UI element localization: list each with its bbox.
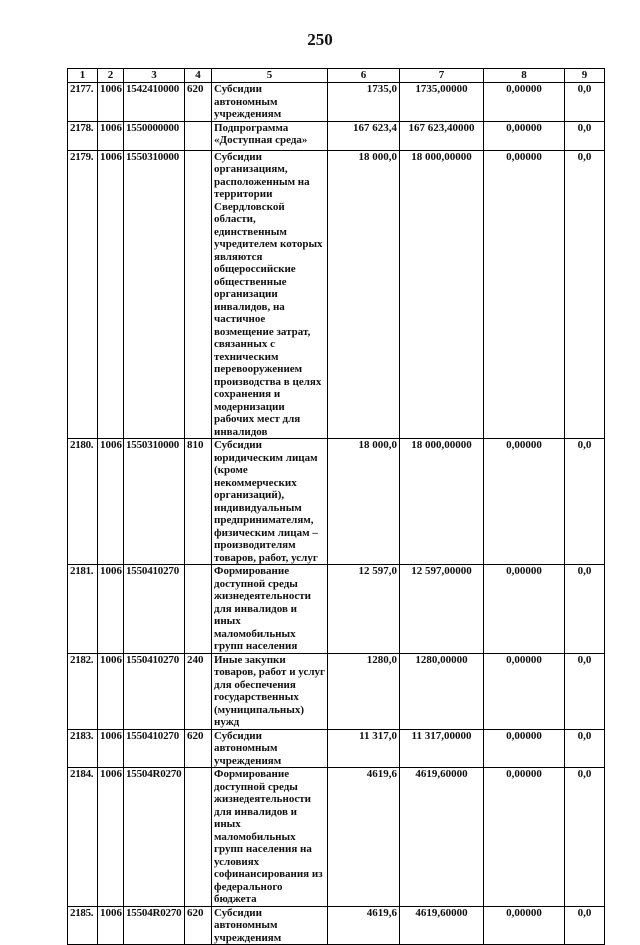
planned-amount: 11 317,0 [328,729,400,768]
column-8-value: 0,00000 [484,906,565,945]
section-code: 1006 [98,83,124,122]
table-row [68,768,605,907]
item-name: Субсидии автономным учреждениям [212,729,328,768]
page-number: 250 [307,30,333,49]
column-8-value: 0,00000 [484,121,565,150]
header-col-1: 1 [68,69,98,83]
expense-type-code: 620 [185,906,212,945]
planned-amount: 18 000,0 [328,439,400,565]
section-code: 1006 [98,653,124,729]
column-8-value: 0,00000 [484,439,565,565]
planned-amount: 4619,6 [328,906,400,945]
table-row [68,729,605,768]
column-9-value: 0,0 [565,768,605,907]
row-number: 2180. [68,439,98,565]
target-article-code: 1550000000 [124,121,185,150]
item-name: Субсидии юридическим лицам (кроме некоммерческих организаций), индивидуальным предпринимателям, физическим лицам – производителям товаров, работ, услуг [212,439,328,565]
expense-type-code [185,565,212,654]
header-col-7: 7 [400,69,484,83]
planned-amount: 18 000,0 [328,150,400,439]
executed-amount: 18 000,00000 [400,150,484,439]
table-row [68,565,605,654]
expense-type-code: 810 [185,439,212,565]
expense-type-code [185,768,212,907]
row-number: 2184. [68,768,98,907]
table-row [68,906,605,945]
budget-table [67,68,605,945]
column-9-value: 0,0 [565,906,605,945]
column-8-value: 0,00000 [484,565,565,654]
expense-type-code: 620 [185,83,212,122]
column-8-value: 0,00000 [484,150,565,439]
target-article-code: 1550410270 [124,653,185,729]
section-code: 1006 [98,565,124,654]
target-article-code: 1542410000 [124,83,185,122]
planned-amount: 167 623,4 [328,121,400,150]
executed-amount: 167 623,40000 [400,121,484,150]
header-col-9: 9 [565,69,605,83]
executed-amount: 11 317,00000 [400,729,484,768]
row-number: 2181. [68,565,98,654]
row-number: 2178. [68,121,98,150]
row-number: 2179. [68,150,98,439]
executed-amount: 4619,60000 [400,768,484,907]
column-9-value: 0,0 [565,729,605,768]
column-9-value: 0,0 [565,83,605,122]
header-col-8: 8 [484,69,565,83]
row-number: 2177. [68,83,98,122]
table-row [68,150,605,439]
item-name: Субсидии организациям, расположенным на территории Свердловской области, единственным учредителем которых являются общероссийские общественные организации инвалидов, на частичное возмещение затрат, связанных с техническим перевооружением производства в целях сохранения и модернизации рабочих мест для инвалидов [212,150,328,439]
planned-amount: 12 597,0 [328,565,400,654]
item-name: Формирование доступной среды жизнедеятельности для инвалидов и иных маломобильных групп населения [212,565,328,654]
executed-amount: 4619,60000 [400,906,484,945]
section-code: 1006 [98,768,124,907]
target-article-code: 1550410270 [124,729,185,768]
column-9-value: 0,0 [565,653,605,729]
header-col-3: 3 [124,69,185,83]
item-name: Субсидии автономным учреждениям [212,83,328,122]
expense-type-code: 620 [185,729,212,768]
item-name: Формирование доступной среды жизнедеятельности для инвалидов и иных маломобильных групп населения на условиях софинансирования из федерального бюджета [212,768,328,907]
target-article-code: 1550310000 [124,439,185,565]
row-number: 2185. [68,906,98,945]
header-col-4: 4 [185,69,212,83]
section-code: 1006 [98,906,124,945]
item-name: Подпрограмма «Доступная среда» [212,121,328,150]
column-8-value: 0,00000 [484,729,565,768]
row-number: 2183. [68,729,98,768]
column-9-value: 0,0 [565,150,605,439]
table-row [68,653,605,729]
item-name: Иные закупки товаров, работ и услуг для обеспечения государственных (муниципальных) нужд [212,653,328,729]
section-code: 1006 [98,150,124,439]
header-col-5: 5 [212,69,328,83]
table-row [68,121,605,150]
expense-type-code: 240 [185,653,212,729]
column-9-value: 0,0 [565,565,605,654]
column-8-value: 0,00000 [484,653,565,729]
section-code: 1006 [98,729,124,768]
table-row [68,439,605,565]
table-row [68,83,605,122]
target-article-code: 1550410270 [124,565,185,654]
executed-amount: 12 597,00000 [400,565,484,654]
row-number: 2182. [68,653,98,729]
header-col-2: 2 [98,69,124,83]
column-9-value: 0,0 [565,439,605,565]
table-header-row [68,69,605,83]
executed-amount: 1735,00000 [400,83,484,122]
executed-amount: 1280,00000 [400,653,484,729]
target-article-code: 15504R0270 [124,768,185,907]
planned-amount: 1735,0 [328,83,400,122]
item-name: Субсидии автономным учреждениям [212,906,328,945]
planned-amount: 1280,0 [328,653,400,729]
section-code: 1006 [98,439,124,565]
expense-type-code [185,150,212,439]
header-col-6: 6 [328,69,400,83]
planned-amount: 4619,6 [328,768,400,907]
target-article-code: 1550310000 [124,150,185,439]
target-article-code: 15504R0270 [124,906,185,945]
column-9-value: 0,0 [565,121,605,150]
expense-type-code [185,121,212,150]
executed-amount: 18 000,00000 [400,439,484,565]
section-code: 1006 [98,121,124,150]
column-8-value: 0,00000 [484,768,565,907]
column-8-value: 0,00000 [484,83,565,122]
